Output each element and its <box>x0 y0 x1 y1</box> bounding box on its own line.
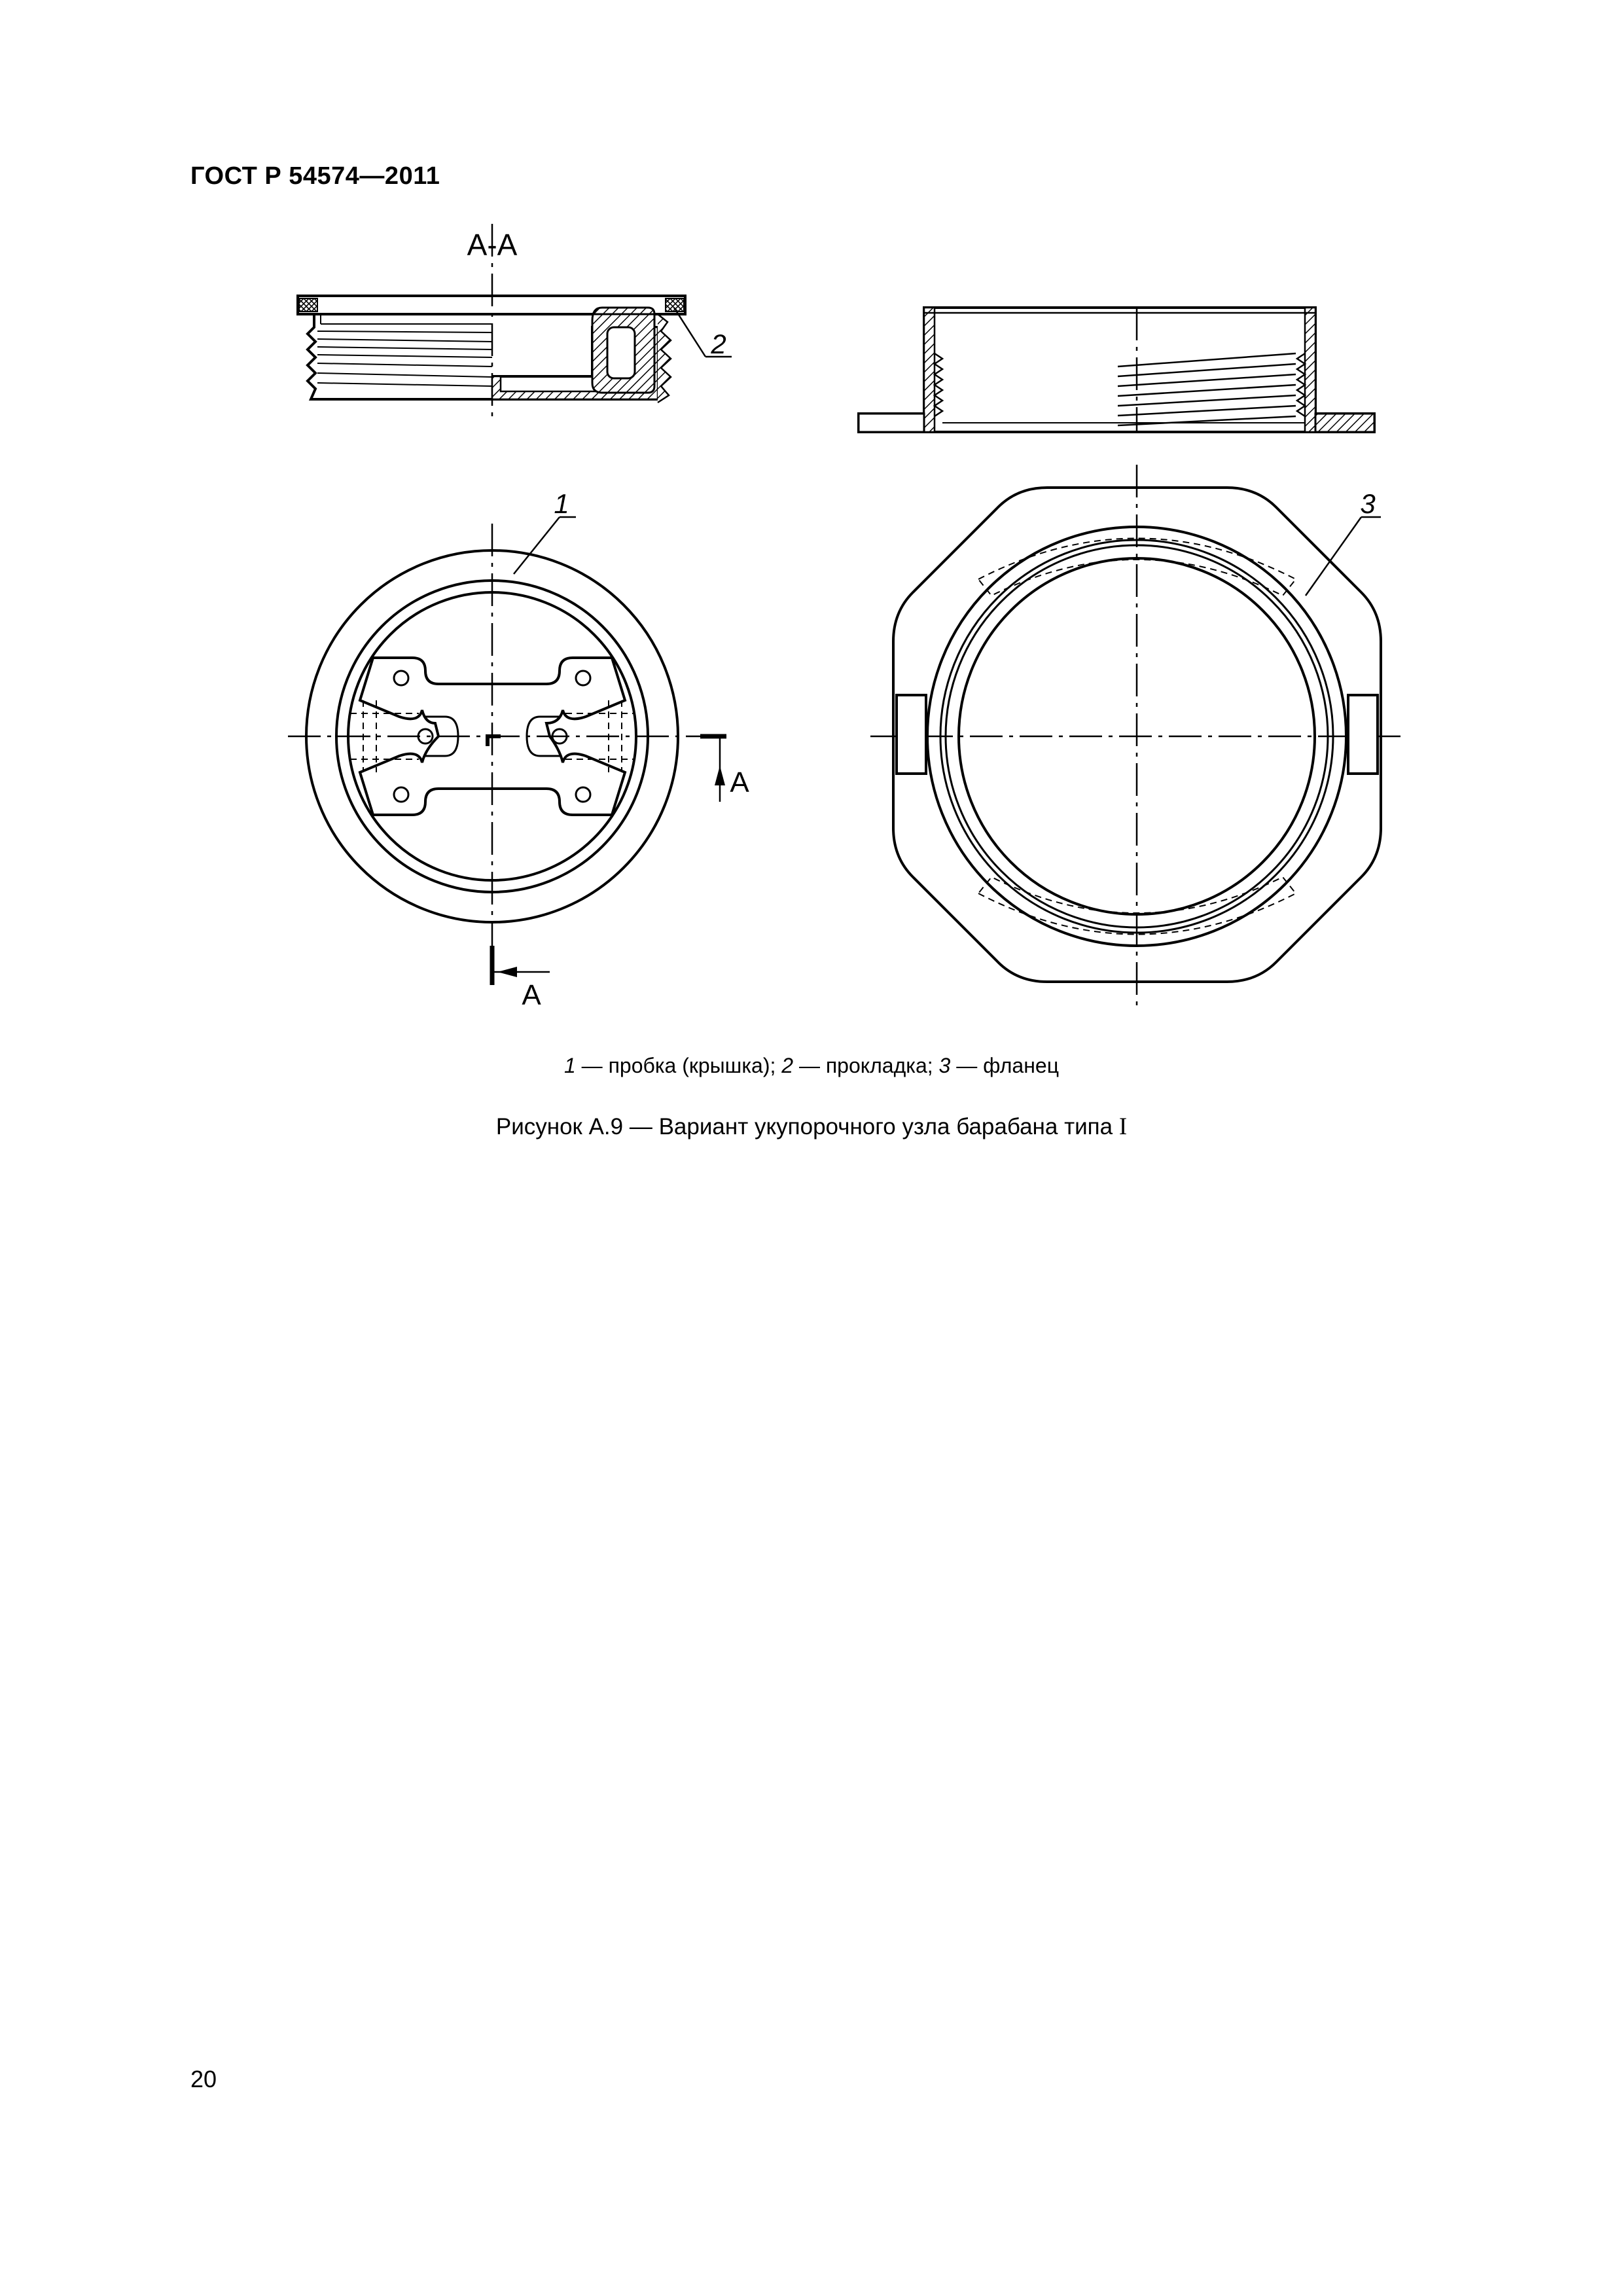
section-label: А-А <box>467 228 518 262</box>
plug-top-view <box>288 488 749 1011</box>
callout-3: 3 <box>1360 488 1376 519</box>
legend-num-1: 1 <box>563 1054 576 1077</box>
callout-1: 1 <box>554 488 569 519</box>
caption-text: Рисунок А.9 — Вариант укупорочного узла барабана типа <box>495 1114 1113 1139</box>
figure-legend: 1 — пробка (крышка); 2 — прокладка; 3 — фланец <box>563 1054 1060 1077</box>
page-number: 20 <box>190 2066 217 2092</box>
legend-num-2: 2 <box>781 1054 794 1077</box>
arrow-label-bottom: А <box>522 979 541 1011</box>
legend-text-1: пробка (крышка) <box>608 1054 770 1077</box>
document-header: ГОСТ Р 54574—2011 <box>190 162 440 190</box>
figure-caption <box>0 1113 1623 1141</box>
technical-drawing <box>0 0 1623 1047</box>
legend-text-2: прокладка <box>825 1054 927 1077</box>
arrow-label-right: А <box>730 766 749 798</box>
legend-text-3: фланец <box>983 1054 1060 1077</box>
callout-2: 2 <box>711 329 726 359</box>
section-view-a-a <box>298 224 732 419</box>
legend-num-3: 3 <box>938 1054 951 1077</box>
flange-top-view <box>870 465 1407 1008</box>
caption-roman: I <box>1118 1113 1128 1140</box>
flange-side-view <box>859 308 1374 432</box>
